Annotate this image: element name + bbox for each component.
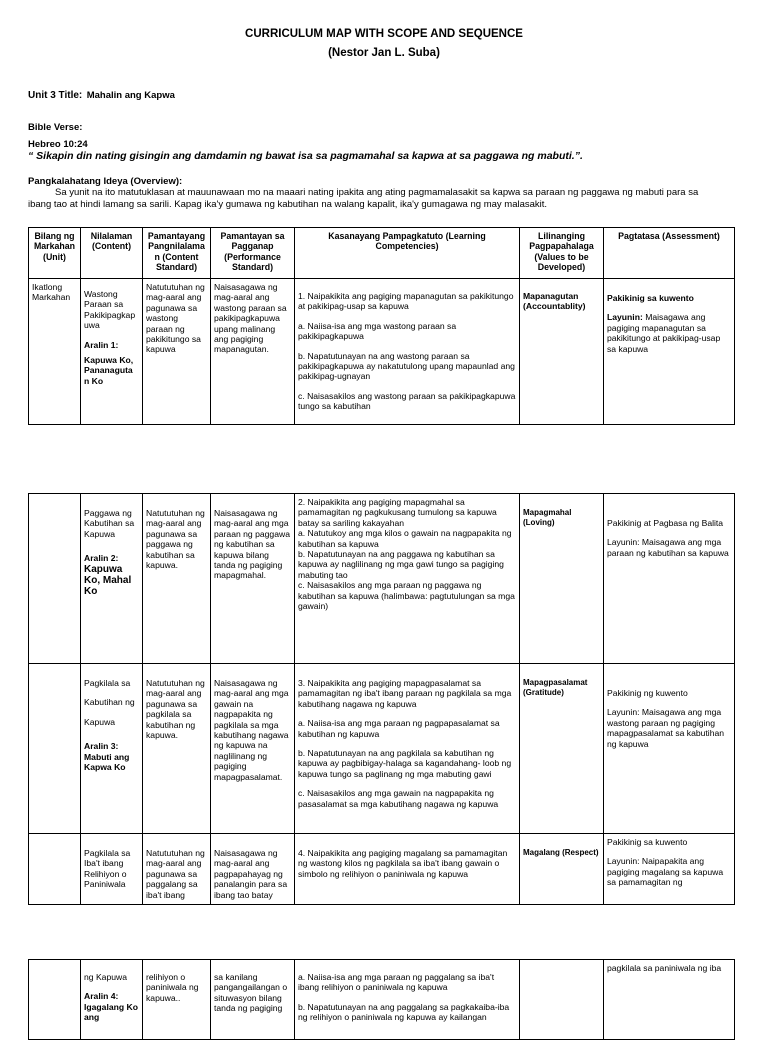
overview-label: Pangkalahatang Ideya (Overview): [28,176,183,187]
row2-learning-competencies: 2. Naipakikita ang pagiging mapagmahal sa pamamagitan ng pagkukusang tumulong sa kapuwa batay sa sariling kakayahan a. Natutukoy ang mga kilos o gawain na nagpapakita ng kabutihan sa kapuwa b. Napatutunayan na ang paggawa ng kabutihan sa kapuwa ay naglilinang ng mga gawi tungo sa pagiging mabuting tao c. Naisasakilos ang mga paraan ng paggawa ng kabutihan sa kapuwa (halimbawa: pagtutulungan sa mga gawain) [295,494,520,664]
row4-value: Magalang (Respect) [520,834,604,905]
row5-unit [29,960,81,1040]
header-assessment: Pagtatasa (Assessment) [604,228,735,279]
row5-assessment: pagkilala sa paniniwala ng iba [604,960,735,1040]
row2-content-standard: Natututuhan ng mag-aaral ang pagunawa sa paggawa ng kabutihan sa kapuwa. [143,494,211,664]
table-row [29,834,735,905]
row2-performance-standard: Naisasagawa ng mag-aaral ang mga paraan ng paggawa ng kabutihan sa kapuwa bilang tanda ng pagiging mapagmahal. [211,494,295,664]
header-content: Nilalaman (Content) [81,228,143,279]
row2-assessment: Pakikinig at Pagbasa ng Balita Layunin: Maisagawa ang mga paraan ng kabutihan sa kapuwa [604,494,735,664]
row1-assessment: Pakikinig sa kuwento Layunin: Maisagawa ang pagiging mapanagutan sa pakikitungo at pakikipag-usap sa kapuwa [604,279,735,425]
unit-title-line [28,85,175,103]
row4-assessment: Pakikinig sa kuwento Layunin: Naipapakita ang pagiging magalang sa kapuwa sa pamamagitan ng [604,834,735,905]
row1-learning-competencies: 1. Naipakikita ang pagiging mapanagutan sa pakikitungo at pakikipag-usap sa kapuwa a. Naiisa-isa ang mga wastong paraan sa pakikipagkapuwa b. Napatutunayan na ang wastong paraan sa pakikipagkapuwa ay nakatutulong upang mapaunlad ang pakikipag-ugnayan c. Naisasakilos ang wastong paraan sa pakikipagkapuwa tungo sa kabutihan [295,279,520,425]
overview-line-1: Sa yunit na ito matutuklasan at mauunawaan mo na maaari nating ipakita ang ating pagmamalasakit sa kapwa sa paraan ng paggawa ng mabuti para sa [55,187,699,198]
row2-unit [29,494,81,664]
unit-label: Unit 3 Title: [28,90,83,101]
table-header-row [29,228,735,279]
overview-line-2: ibang tao at hindi lamang sa sarili. Kapag ika'y gumawa ng kabutihan na walang kapalit, ika'y gumagawa ng may malasakit. [28,199,548,210]
row1-unit: Ikatlong Markahan [29,279,81,425]
row3-unit [29,664,81,834]
header-performance-standard: Pamantayan sa Pagganap (Performance Standard) [211,228,295,279]
table-row [29,279,735,425]
row4-content-standard: Natututuhan ng mag-aaral ang pagunawa sa paggalang sa iba't ibang [143,834,211,905]
row4-content: Pagkilala sa Iba't ibang Relihiyon o Paniniwala [81,834,143,905]
row1-value: Mapanagutan (Accountablity) [520,279,604,425]
curriculum-table-page3 [28,959,735,1040]
document-title: CURRICULUM MAP WITH SCOPE AND SEQUENCE [245,28,523,40]
row3-performance-standard: Naisasagawa ng mag-aaral ang mga gawain na nagpapakita ng pagkilala sa mga kabutihang nagawa ng kapuwa na naglilinang ng pagiging mapagpasalamat. [211,664,295,834]
row5-value [520,960,604,1040]
table-row [29,494,735,664]
row1-content-standard: Natututuhan ng mag-aaral ang pagunawa sa wastong paraan ng pakikitungo sa kapuwa [143,279,211,425]
row3-value: Mapagpasalamat (Gratitude) [520,664,604,834]
row3-content: Pagkilala sa Kabutihan ng Kapuwa Aralin 3: Mabuti ang Kapwa Ko [81,664,143,834]
row5-content-standard: relihiyon o paniniwala ng kapuwa.. [143,960,211,1040]
row1-performance-standard: Naisasagawa ng mag-aaral ang wastong paraan sa pakikipagkapuwa upang malinang ang pagiging mapanagutan. [211,279,295,425]
row4-learning-competencies: 4. Naipakikita ang pagiging magalang sa pamamagitan ng wastong kilos ng pagkilala sa iba't ibang gawain o simbolo ng relihiyon o paniniwala ng kapuwa [295,834,520,905]
row4-performance-standard: Naisasagawa ng mag-aaral ang pagpapahayag ng panalangin para sa ibang tao batay [211,834,295,905]
row3-content-standard: Natututuhan ng mag-aaral ang pagunawa sa pagkilala sa kabutihan ng kapuwa. [143,664,211,834]
curriculum-table-page2 [28,493,735,905]
row4-unit [29,834,81,905]
row3-learning-competencies: 3. Naipakikita ang pagiging mapagpasalamat sa pamamagitan ng iba't ibang paraan ng pagkilala sa mga kabutihang nagawa ng kapuwa a. Naiisa-isa ang mga paraan ng pagpapasalamat sa kabutihan ng kapuwa b. Napatutunayan na ang pagkilala sa kabutihan ng kapuwa ay pagbibigay-halaga sa kagandahang- loob ng kapuwa tungo sa paglinang ng mga mabuting gawi c. Naisasakilos ang mga gawain na nagpapakita ng pasasalamat sa mga kabutihang nagawa ng kapuwa [295,664,520,834]
header-content-standard: Pamantayang Pangnilalama n (Content Standard) [143,228,211,279]
row5-learning-competencies: a. Naiisa-isa ang mga paraan ng paggalang sa iba't ibang relihiyon o paniniwala ng kapuwa b. Napatutunayan na ang paggalang sa pagkakaiba-iba ng relihiyon o paniniwala ng kapuwa ay kailangan [295,960,520,1040]
row5-performance-standard: sa kanilang pangangailangan o situwasyon bilang tanda ng pagiging [211,960,295,1040]
document-author: (Nestor Jan L. Suba) [328,47,440,59]
header-unit: Bilang ng Markahan (Unit) [29,228,81,279]
bible-verse-text: “ Sikapin din nating gisingin ang damdamin ng bawat isa sa pagmamahal sa kapwa at sa paggawa ng mabuti.”. [28,150,583,162]
row3-assessment: Pakikinig ng kuwento Layunin: Maisagawa ang mga wastong paraan ng pagiging mapagpasalamat sa kabutihan ng kapuwa [604,664,735,834]
header-values: Lilinanging Pagpapahalaga (Values to be Developed) [520,228,604,279]
row5-content: ng Kapuwa Aralin 4: Igagalang Ko ang [81,960,143,1040]
curriculum-table-page1 [28,227,735,425]
bible-label: Bible Verse: [28,122,83,133]
row2-content: Paggawa ng Kabutihan sa Kapuwa Aralin 2: Kapuwa Ko, Mahal Ko [81,494,143,664]
table-row [29,960,735,1040]
bible-reference: Hebreo 10:24 [28,139,88,150]
unit-title: Mahalin ang Kapwa [86,90,175,101]
row2-value: Mapagmahal (Loving) [520,494,604,664]
header-learning-competencies: Kasanayang Pampagkatuto (Learning Competencies) [295,228,520,279]
table-row [29,664,735,834]
row1-content: Wastong Paraan sa Pakikipagkap uwa Aralin 1: Kapuwa Ko, Pananaguta n Ko [81,279,143,425]
